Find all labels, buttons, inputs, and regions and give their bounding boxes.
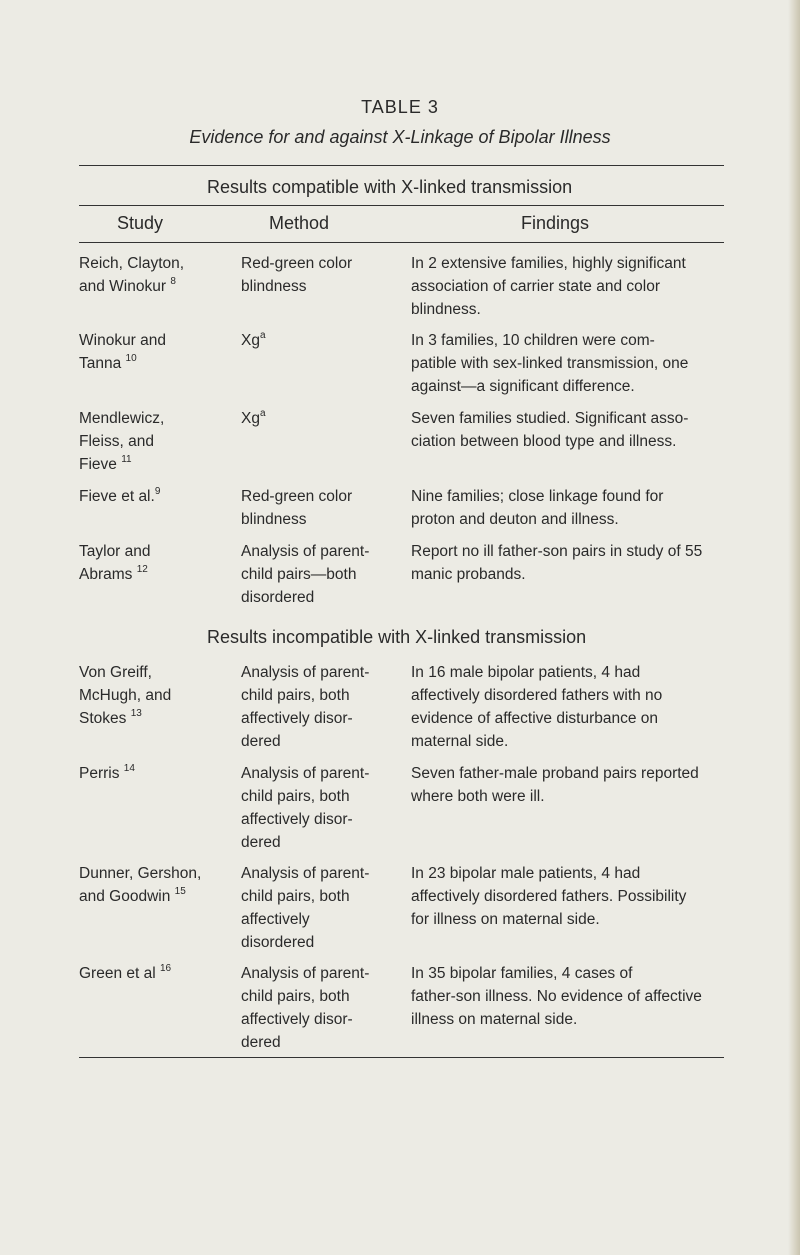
table-row-findings: In 16 male bipolar patients, 4 had affectively disordered fathers with no evidence of affective disturbance on maternal side. xyxy=(411,664,663,750)
table-row-study: Green et al $^{16}$ xyxy=(79,963,172,982)
section-rule xyxy=(79,205,724,206)
reference-number: 16 xyxy=(160,963,172,974)
table-row-findings: In 23 bipolar male patients, 4 had affectively disordered fathers. Possibility for illness on maternal side. xyxy=(411,865,687,928)
table-row-findings: In 35 bipolar families, 4 cases of father-son illness. No evidence of affective illness on maternal side. xyxy=(411,965,702,1028)
table-row-study: Dunner, Gershon, and Goodwin $^{15}$ xyxy=(79,865,202,905)
table-subtitle: Evidence for and against X-Linkage of Bipolar Illness xyxy=(189,127,611,147)
bottom-rule xyxy=(79,1057,724,1058)
top-rule xyxy=(79,165,724,166)
reference-number: 15 xyxy=(174,886,186,897)
table-row-study: Winokur and Tanna $^{10}$ xyxy=(79,332,167,372)
table-row-findings: Seven families studied. Significant asso- ciation between blood type and illness. xyxy=(411,410,689,450)
reference-number: 13 xyxy=(130,708,142,719)
column-header-study: Study xyxy=(117,213,164,233)
table-row-method: Red-green color blindness xyxy=(241,488,353,528)
table-row-method: Analysis of parent- child pairs, both affectively disor- dered xyxy=(241,765,370,851)
reference-number: 8 xyxy=(170,276,176,287)
table-row-method: Analysis of parent- child pairs, both affectively disordered xyxy=(241,865,370,951)
page-edge-shadow xyxy=(788,0,800,1255)
table-row-study: Perris $^{14}$ xyxy=(79,763,135,782)
table-row-findings: Report no ill father-son pairs in study of 55 manic probands. xyxy=(411,543,703,583)
reference-number: 10 xyxy=(125,353,137,364)
table-title: TABLE 3 xyxy=(361,97,439,117)
table-row-study: Reich, Clayton, and Winokur $^8$ xyxy=(79,255,185,295)
table-row-method: Xg$^a$ xyxy=(241,408,266,427)
table-row-method: Analysis of parent- child pairs, both affectively disor- dered xyxy=(241,664,370,750)
table-row-method: Analysis of parent- child pairs—both disordered xyxy=(241,543,370,606)
table-row-findings: Nine families; close linkage found for proton and deuton and illness. xyxy=(411,488,664,528)
table-row-method: Red-green color blindness xyxy=(241,255,353,295)
table-row-study: Mendlewicz, Fleiss, and Fieve $^{11}$ xyxy=(79,410,165,473)
table-row-findings: Seven father-male proband pairs reported where both were ill. xyxy=(411,765,699,805)
table-row-study: Fieve et al.$^9$ xyxy=(79,486,161,505)
section-compatible-heading: Results compatible with X-linked transmission xyxy=(207,177,573,197)
reference-number: 11 xyxy=(121,454,132,465)
column-header-method: Method xyxy=(269,213,330,233)
reference-number: 12 xyxy=(136,564,148,575)
reference-number: 14 xyxy=(123,763,135,774)
table-row-method: Xg$^a$ xyxy=(241,330,266,349)
table-row-study: Von Greiff, McHugh, and Stokes $^{13}$ xyxy=(79,664,172,727)
header-rule xyxy=(79,242,724,243)
reference-number: 9 xyxy=(154,486,161,497)
table-row-method: Analysis of parent- child pairs, both affectively disor- dered xyxy=(241,965,370,1051)
table-row-findings: In 3 families, 10 children were com- patible with sex-linked transmission, one against—a significant difference. xyxy=(411,332,689,395)
table-row-findings: In 2 extensive families, highly significant association of carrier state and color blindness. xyxy=(411,255,686,318)
column-header-findings: Findings xyxy=(521,213,590,233)
section-incompatible-heading: Results incompatible with X-linked transmission xyxy=(207,627,587,647)
table-row-study: Taylor and Abrams $^{12}$ xyxy=(79,543,151,583)
